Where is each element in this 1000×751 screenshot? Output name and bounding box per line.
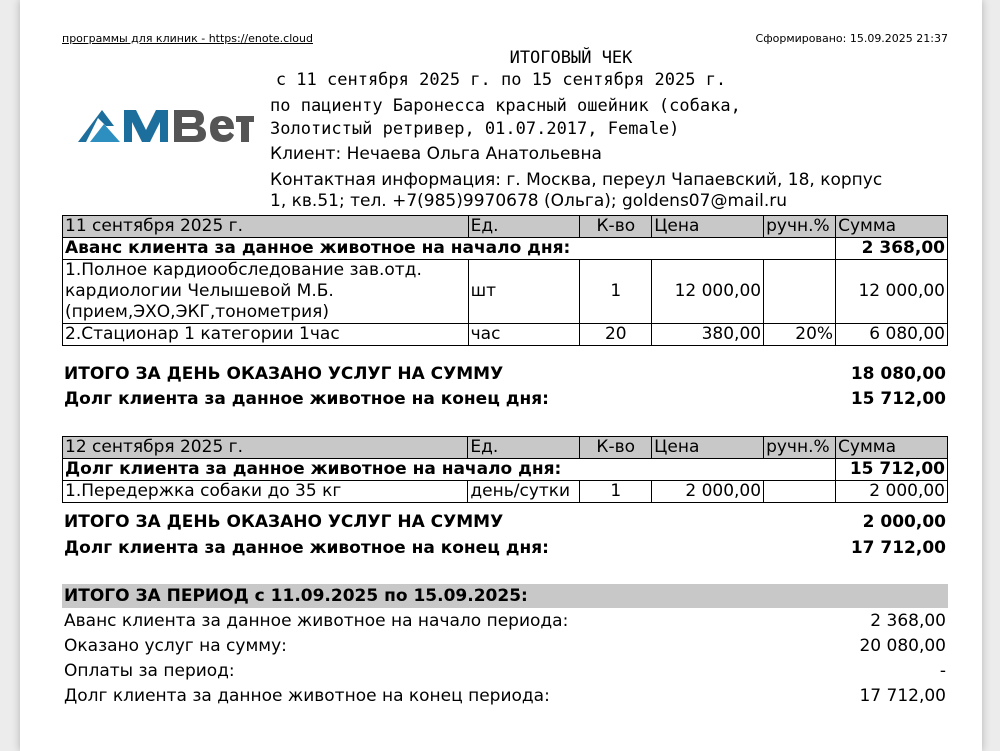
software-link[interactable]: программы для клиник - https://enote.cloud [62,32,313,45]
day-table [62,436,948,503]
col-price: Цена [652,216,764,238]
day-total-line [64,364,946,384]
period-line-value: 2 368,00 [870,611,946,631]
day-end-label: Долг клиента за данное животное на конец дня: [64,538,549,558]
service-unit: шт [468,260,580,324]
day-start-value: 2 368,00 [836,238,948,260]
col-unit: Ед. [468,216,580,238]
day-header-row [63,216,948,238]
day-total-label: ИТОГО ЗА ДЕНЬ ОКАЗАНО УСЛУГ НА СУММУ [64,512,504,532]
patient-line-1: по пациенту Баронесса красный ошейник (собака, [270,96,741,116]
col-price: Цена [652,437,764,459]
clinic-logo [76,96,256,158]
service-qty: 1 [580,481,652,503]
col-manual: ручн.% [764,437,836,459]
day-total-value: 2 000,00 [862,512,946,532]
service-qty: 1 [580,260,652,324]
service-sum: 12 000,00 [836,260,948,324]
table-row [63,481,948,503]
period-line-label: Долг клиента за данное животное на конец периода: [64,686,550,706]
day-total-value: 18 080,00 [850,364,946,384]
period-line [64,611,946,631]
contact-line-2: 1, кв.51; тел. +7(985)9970678 (Ольга); goldens07@mail.ru [270,191,788,211]
service-sum: 2 000,00 [836,481,948,503]
generated-timestamp: Сформировано: 15.09.2025 21:37 [755,32,948,45]
col-unit: Ед. [468,437,580,459]
document-page [20,0,982,751]
day-start-row [63,459,948,481]
service-price: 2 000,00 [652,481,764,503]
day-start-value: 15 712,00 [836,459,948,481]
service-name: 1.Передержка собаки до 35 кг [63,481,468,503]
service-name: 1.Полное кардиообследование зав.отд. кардиологии Челышевой М.Б. (прием,ЭХО,ЭКГ,тонометрия) [63,260,469,324]
day-total-label: ИТОГО ЗА ДЕНЬ ОКАЗАНО УСЛУГ НА СУММУ [64,364,504,384]
day-total-line [64,512,946,532]
day-end-value: 15 712,00 [850,389,946,409]
table-row [63,260,948,324]
day-end-label: Долг клиента за данное животное на конец дня: [64,389,549,409]
patient-line-2: Золотистый ретривер, 01.07.2017, Female) [270,119,680,139]
period-line-label: Оказано услуг на сумму: [64,636,287,656]
col-sum: Сумма [836,437,948,459]
service-price: 380,00 [652,324,764,346]
service-price: 12 000,00 [652,260,764,324]
day-end-line [64,389,946,409]
period-line-value: - [939,661,946,681]
col-qty: К-во [580,216,652,238]
day-end-line [64,538,946,558]
day-end-value: 17 712,00 [850,538,946,558]
service-manual [764,260,836,324]
period-summary-title: ИТОГО ЗА ПЕРИОД с 11.09.2025 по 15.09.2025: [62,584,948,608]
document-title: ИТОГОВЫЙ ЧЕК [509,48,633,68]
client-name: Клиент: Нечаева Ольга Анатольевна [270,144,602,164]
table-row [63,324,948,346]
service-sum: 6 080,00 [836,324,948,346]
day-table [62,215,948,346]
contact-line-1: Контактная информация: г. Москва, переул Чапаевский, 18, корпус [270,170,883,190]
period-line [64,686,946,706]
period-line-label: Аванс клиента за данное животное на начало периода: [64,611,569,631]
day-header-row [63,437,948,459]
period-line-value: 17 712,00 [859,686,946,706]
period-line [64,661,946,681]
service-unit: час [468,324,580,346]
day-date: 11 сентября 2025 г. [63,216,469,238]
period-line [64,636,946,656]
period-subtitle: с 11 сентября 2025 г. по 15 сентября 2025 г. [275,70,727,90]
day-start-label: Долг клиента за данное животное на начало дня: [63,459,836,481]
period-line-label: Оплаты за период: [64,661,235,681]
col-manual: ручн.% [764,216,836,238]
period-line-value: 20 080,00 [859,636,946,656]
service-manual: 20% [764,324,836,346]
day-date: 12 сентября 2025 г. [63,437,468,459]
col-qty: К-во [580,437,652,459]
col-sum: Сумма [836,216,948,238]
day-start-label: Аванс клиента за данное животное на начало дня: [63,238,836,260]
day-start-row [63,238,948,260]
service-manual [764,481,836,503]
service-qty: 20 [580,324,652,346]
service-name: 2.Стационар 1 категории 1час [63,324,469,346]
service-unit: день/сутки [468,481,580,503]
